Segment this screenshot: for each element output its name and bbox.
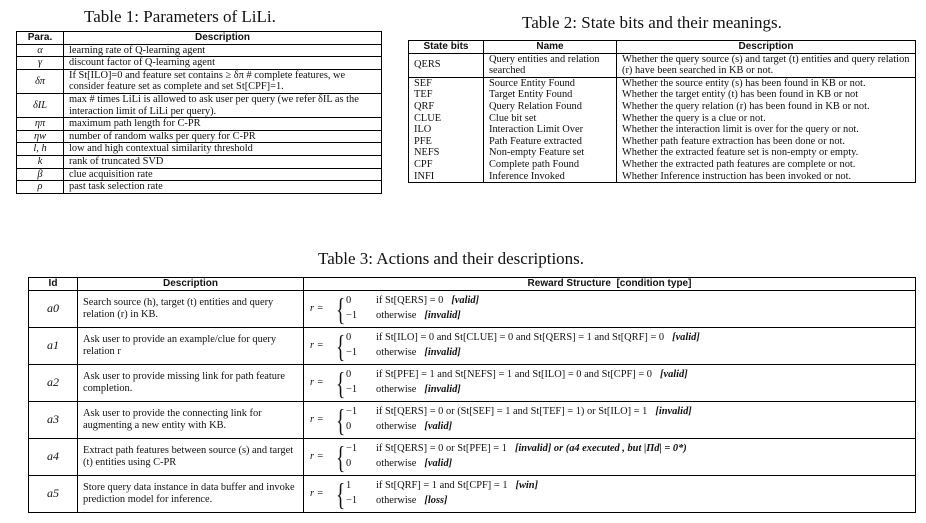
t1-param-symbol: α xyxy=(17,44,64,57)
reward-condition: otherwise xyxy=(376,495,417,507)
t1-param-description: maximum path length for C-PR xyxy=(64,118,382,131)
t1-param-symbol: k xyxy=(17,155,64,168)
reward-symbol: r = xyxy=(310,487,324,499)
t2-state-bit: INFI xyxy=(409,171,484,183)
reward-case xyxy=(346,346,909,361)
reward-cases xyxy=(310,438,909,475)
reward-case xyxy=(346,457,909,472)
case-list xyxy=(346,294,909,324)
condition-type: [valid] xyxy=(672,332,700,344)
reward-value: −1 xyxy=(346,495,358,507)
t2-state-bit: QRF xyxy=(409,101,484,113)
t1-row xyxy=(17,57,382,70)
t2-bit-name: Non-empty Feature set xyxy=(484,147,617,159)
t1-param-description: number of random walks per query for C-PR xyxy=(64,130,382,143)
reward-condition: if St[PFE] = 1 and St[NEFS] = 1 and St[ILO] = 0 and St[CPF] = 0 xyxy=(376,369,652,381)
left-brace-icon: { xyxy=(336,290,346,327)
reward-condition: otherwise xyxy=(376,310,417,322)
t1-row xyxy=(17,69,382,93)
t1-param-symbol: ρ xyxy=(17,181,64,194)
state-bits-table xyxy=(408,40,916,183)
reward-value: 0 xyxy=(346,295,352,307)
condition-type: [valid] xyxy=(424,458,453,470)
reward-condition: if St[QERS] = 0 or St[PFE] = 1 xyxy=(376,443,507,455)
t3-action-description: Store query data instance in data buffer and invoke prediction model for inference. xyxy=(78,475,304,512)
t1-param-description: rank of truncated SVD xyxy=(64,155,382,168)
t1-row xyxy=(17,143,382,156)
t3-reward-structure xyxy=(304,401,916,438)
t1-param-description: clue acquisition rate xyxy=(64,168,382,181)
t2-bit-name: Clue bit set xyxy=(484,113,617,125)
table3-caption: Table 3: Actions and their descriptions. xyxy=(318,249,585,268)
reward-symbol: r = xyxy=(310,450,324,462)
t3-action-id: a0 xyxy=(29,290,78,327)
t1-param-description: max # times LiLi is allowed to ask user per query (we refer δIL as the interaction limit of LiLi per query). xyxy=(64,93,382,117)
t2-row xyxy=(409,159,916,171)
reward-value: 0 xyxy=(346,458,352,470)
t2-bit-name: Target Entity Found xyxy=(484,89,617,101)
reward-value: 1 xyxy=(346,480,352,492)
t2-state-bit: PFE xyxy=(409,136,484,148)
t1-param-symbol: l, h xyxy=(17,143,64,156)
actions-table xyxy=(28,277,916,513)
t3-header-id: Id xyxy=(29,278,78,291)
t3-row xyxy=(29,327,916,364)
t1-param-description: low and high contextual similarity threshold xyxy=(64,143,382,156)
t3-reward-structure xyxy=(304,364,916,401)
t2-row xyxy=(409,147,916,159)
case-list xyxy=(346,368,909,398)
condition-type: [invalid] xyxy=(424,347,461,359)
reward-case xyxy=(346,494,909,509)
t1-param-symbol: β xyxy=(17,168,64,181)
t2-bit-description: Whether the extracted feature set is non-empty or empty. xyxy=(617,147,916,159)
reward-value: −1 xyxy=(346,384,358,396)
t2-bit-name: Complete path Found xyxy=(484,159,617,171)
t2-state-bit: QERS xyxy=(409,53,484,77)
t3-reward-structure xyxy=(304,327,916,364)
t3-action-id: a1 xyxy=(29,327,78,364)
t2-bit-name: Interaction Limit Over xyxy=(484,124,617,136)
t2-bit-description: Whether the target entity (t) has been found in KB or not xyxy=(617,89,916,101)
reward-condition: if St[ILO] = 0 and St[CLUE] = 0 and St[QERS] = 1 and St[QRF] = 0 xyxy=(376,332,665,344)
reward-value: 0 xyxy=(346,332,352,344)
t3-action-id: a3 xyxy=(29,401,78,438)
condition-type: [win] xyxy=(515,480,539,492)
condition-type: [valid] xyxy=(451,295,480,307)
t2-state-bit: CLUE xyxy=(409,113,484,125)
reward-condition: otherwise xyxy=(376,384,417,396)
left-brace-icon: { xyxy=(336,475,346,512)
condition-type: [invalid] or (a4 executed , but |Πd| = 0*) xyxy=(514,443,687,455)
t2-header-description: Description xyxy=(617,41,916,54)
t2-bit-name: Path Feature extracted xyxy=(484,136,617,148)
case-list xyxy=(346,479,909,509)
left-brace-icon: { xyxy=(336,438,346,475)
t2-state-bit: TEF xyxy=(409,89,484,101)
t1-param-symbol: γ xyxy=(17,57,64,70)
t1-row xyxy=(17,118,382,131)
t3-reward-structure xyxy=(304,475,916,512)
t2-bit-description: Whether the source entity (s) has been found in KB or not. xyxy=(617,77,916,89)
t3-reward-structure xyxy=(304,438,916,475)
t3-action-description: Ask user to provide the connecting link for augmenting a new entity with KB. xyxy=(78,401,304,438)
case-list xyxy=(346,331,909,361)
t1-row xyxy=(17,181,382,194)
t1-row xyxy=(17,168,382,181)
reward-condition: if St[QERS] = 0 or (St[SEF] = 1 and St[TEF] = 1) or St[ILO] = 1 xyxy=(376,406,648,418)
t1-param-symbol: δπ xyxy=(17,69,64,93)
t3-action-description: Extract path features between source (s) and target (t) entities using C-PR xyxy=(78,438,304,475)
t1-param-description: If St[ILO]=0 and feature set contains ≥ δπ # complete features, we consider feature set as complete and set St[CPF]=1. xyxy=(64,69,382,93)
parameters-table xyxy=(16,31,382,194)
reward-condition: otherwise xyxy=(376,421,417,433)
left-brace-icon: { xyxy=(336,364,346,401)
t2-bit-description: Whether path feature extraction has been done or not. xyxy=(617,136,916,148)
t3-action-description: Ask user to provide missing link for path feature completion. xyxy=(78,364,304,401)
t2-bit-name: Query Relation Found xyxy=(484,101,617,113)
reward-condition: if St[QRF] = 1 and St[CPF] = 1 xyxy=(376,480,508,492)
reward-value: 0 xyxy=(346,369,352,381)
condition-type: [invalid] xyxy=(424,310,461,322)
table2-caption: Table 2: State bits and their meanings. xyxy=(522,13,782,32)
t2-row xyxy=(409,77,916,89)
reward-cases xyxy=(310,401,909,438)
t1-row xyxy=(17,155,382,168)
left-brace-icon: { xyxy=(336,401,346,438)
reward-value: −1 xyxy=(346,406,358,418)
reward-case xyxy=(346,368,909,383)
t2-bit-name: Query entities and relation searched xyxy=(484,53,617,77)
t3-row xyxy=(29,290,916,327)
t2-bit-description: Whether Inference instruction has been invoked or not. xyxy=(617,171,916,183)
t3-action-id: a2 xyxy=(29,364,78,401)
t3-action-id: a5 xyxy=(29,475,78,512)
reward-cases xyxy=(310,290,909,327)
reward-case xyxy=(346,405,909,420)
reward-value: 0 xyxy=(346,421,352,433)
reward-condition: otherwise xyxy=(376,458,417,470)
reward-value: −1 xyxy=(346,347,358,359)
t2-row xyxy=(409,113,916,125)
reward-case xyxy=(346,442,909,457)
t3-reward-structure xyxy=(304,290,916,327)
t2-row xyxy=(409,101,916,113)
condition-type: [loss] xyxy=(424,495,448,507)
t2-state-bit: NEFS xyxy=(409,147,484,159)
t1-param-symbol: δIL xyxy=(17,93,64,117)
t1-param-description: past task selection rate xyxy=(64,181,382,194)
reward-case xyxy=(346,479,909,494)
t2-state-bit: CPF xyxy=(409,159,484,171)
t2-header-name: Name xyxy=(484,41,617,54)
reward-condition: if St[QERS] = 0 xyxy=(376,295,444,307)
condition-type: [valid] xyxy=(660,369,688,381)
reward-case xyxy=(346,420,909,435)
t3-row xyxy=(29,364,916,401)
t2-bit-description: Whether the query relation (r) has been found in KB or not. xyxy=(617,101,916,113)
t1-param-symbol: ηw xyxy=(17,130,64,143)
t2-bit-description: Whether the extracted path features are complete or not. xyxy=(617,159,916,171)
t1-row xyxy=(17,93,382,117)
t3-action-description: Search source (h), target (t) entities and query relation (r) in KB. xyxy=(78,290,304,327)
condition-type: [valid] xyxy=(424,421,453,433)
t2-bit-name: Source Entity Found xyxy=(484,77,617,89)
reward-cases xyxy=(310,327,909,364)
t2-row xyxy=(409,89,916,101)
t1-header-description: Description xyxy=(64,32,382,45)
reward-value: −1 xyxy=(346,310,358,322)
case-list xyxy=(346,405,909,435)
t2-bit-name: Inference Invoked xyxy=(484,171,617,183)
t2-bit-description: Whether the query is a clue or not. xyxy=(617,113,916,125)
condition-type: [invalid] xyxy=(424,384,461,396)
reward-cases xyxy=(310,364,909,401)
t1-row xyxy=(17,130,382,143)
t3-header-reward xyxy=(304,278,916,291)
case-list xyxy=(346,442,909,472)
t2-bit-description: Whether the query source (s) and target (t) entities and query relation (r) have been searched in KB or not. xyxy=(617,53,916,77)
t2-row xyxy=(409,124,916,136)
t3-row xyxy=(29,438,916,475)
t3-row xyxy=(29,475,916,512)
reward-cases xyxy=(310,475,909,512)
t1-header-para: Para. xyxy=(17,32,64,45)
t2-bit-description: Whether the interaction limit is over for the query or not. xyxy=(617,124,916,136)
t2-state-bit: SEF xyxy=(409,77,484,89)
t2-row xyxy=(409,53,916,77)
t3-action-id: a4 xyxy=(29,438,78,475)
reward-symbol: r = xyxy=(310,376,324,388)
t3-header-description: Description xyxy=(78,278,304,291)
reward-case xyxy=(346,294,909,309)
reward-symbol: r = xyxy=(310,413,324,425)
t1-param-description: discount factor of Q-learning agent xyxy=(64,57,382,70)
t1-row xyxy=(17,44,382,57)
t1-param-symbol: ηπ xyxy=(17,118,64,131)
reward-symbol: r = xyxy=(310,302,324,314)
t3-header-condition: [condition type] xyxy=(616,278,692,289)
condition-type: [invalid] xyxy=(655,406,692,418)
left-brace-icon: { xyxy=(336,327,346,364)
table1-caption: Table 1: Parameters of LiLi. xyxy=(84,7,276,26)
t2-row xyxy=(409,136,916,148)
t3-header-reward-label: Reward Structure xyxy=(527,278,611,289)
t3-row xyxy=(29,401,916,438)
t2-header-state-bits: State bits xyxy=(409,41,484,54)
t2-state-bit: ILO xyxy=(409,124,484,136)
reward-value: −1 xyxy=(346,443,358,455)
t3-action-description: Ask user to provide an example/clue for query relation r xyxy=(78,327,304,364)
reward-case xyxy=(346,383,909,398)
reward-symbol: r = xyxy=(310,339,324,351)
t2-row xyxy=(409,171,916,183)
reward-condition: otherwise xyxy=(376,347,417,359)
reward-case xyxy=(346,309,909,324)
t1-param-description: learning rate of Q-learning agent xyxy=(64,44,382,57)
reward-case xyxy=(346,331,909,346)
